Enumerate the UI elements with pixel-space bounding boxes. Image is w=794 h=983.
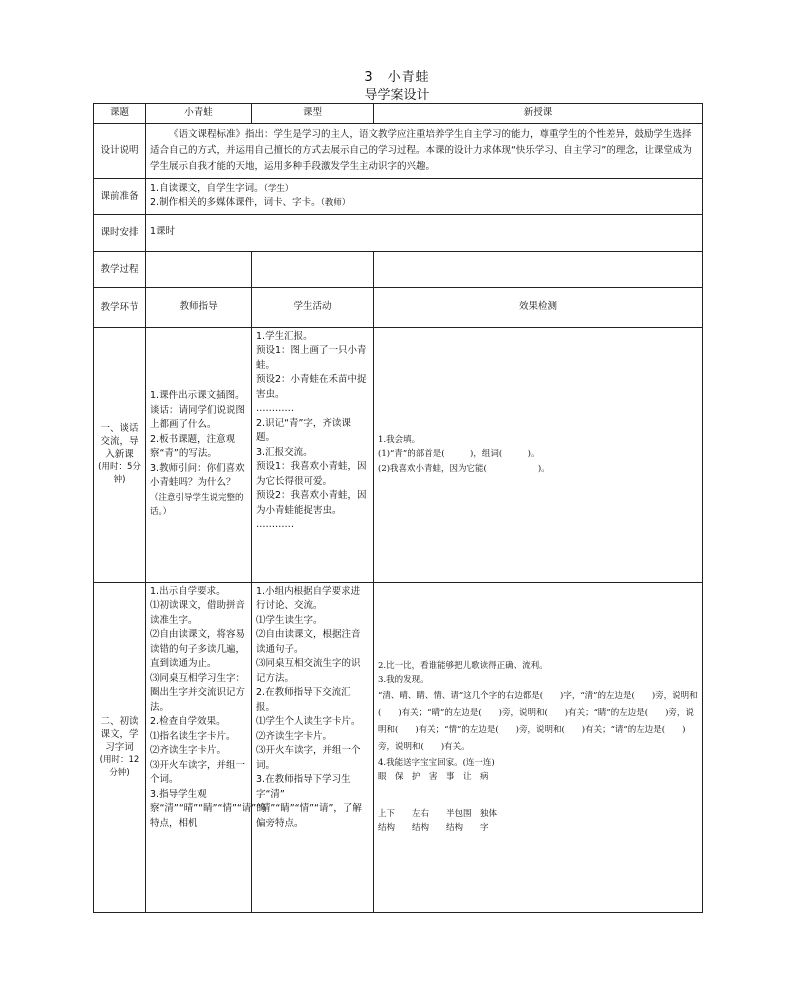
- s2-student-6: ⑴学生个人读生字卡片。: [256, 716, 361, 727]
- s2-teacher-5: 2.检查自学效果。: [150, 716, 226, 727]
- prep-line-1: 1.自读课文，自学生字词。: [150, 182, 264, 194]
- s2-check-3: “清、晴、睛、情、请”这几个字的右边都是( )字，“清”的左边是( )旁，说明和( )有关；“晴”的左边是( )旁，说明和( )有关；“睛”的左边是( )旁，说明和( )有关；“情”的左边是( )旁，说明和( )有关；“请”的左边是( )旁，说明和( )有关。: [378, 690, 698, 752]
- s2-student-9: 3.在教师指导下学习生字“清”: [256, 774, 351, 800]
- section-1-label-cell: [94, 327, 146, 582]
- time-value: 1课时: [146, 214, 703, 251]
- section-2-teacher: [146, 582, 266, 912]
- s2-teacher-3: ⑵自由读课文，将容易读错的句子多读几遍，直到读通为止。: [150, 629, 246, 669]
- prep-line-2: 2.制作相关的多媒体课件，词卡、字卡。: [150, 197, 321, 208]
- section-2-row: [94, 582, 703, 912]
- section-1-check: [374, 327, 703, 582]
- design-label: 设计说明: [94, 123, 146, 178]
- s2-teacher-1: 1.出示自学要求。: [150, 585, 226, 597]
- s1-student-1: 1.学生汇报。: [256, 330, 313, 342]
- s1-student-5: 2.识记“青”字，齐读课题。: [256, 417, 351, 443]
- time-row: [94, 214, 703, 251]
- s2-teacher-6: ⑴指名读生字卡片。: [150, 730, 236, 742]
- process-row: [94, 251, 703, 287]
- design-text: 《语文课程标准》指出：学生是学习的主人，语文教学应注重培养学生自主学习的能力，尊重学生的个性差异，鼓励学生选择适合自己的方式，并运用自己擅长的方式去展示自己的学习过程。本课的设计力求体现“快乐学习、自主学习”的理念，让课堂成为学生展示自我才能的天地，运用多种手段激发学生主动识字的兴趣。: [146, 123, 703, 178]
- section-1-row: [94, 327, 703, 582]
- s2-teacher-2: ⑴初读课文，借助拼音读准生字。: [150, 600, 246, 626]
- section-2-label-cell: [94, 582, 146, 912]
- s1-student-3: 预设2：小青蛙在禾苗中捉害虫。: [256, 374, 367, 400]
- section-1-time: (用时：5分钟): [98, 462, 141, 485]
- col-teacher: 教师指导: [146, 287, 252, 327]
- prep-content: [146, 178, 703, 214]
- section-2-student: [252, 582, 374, 912]
- prep-row: [94, 178, 703, 214]
- prep-line-1-note: （学生）: [263, 183, 294, 194]
- s1-student-6: 3.汇报交流。: [256, 446, 313, 458]
- s2-student-8: ⑶开火车读字，并组一个词。: [256, 745, 361, 771]
- prep-line-2-note: （教师）: [320, 198, 351, 208]
- col-check: 效果检测: [374, 287, 703, 327]
- topic-label: 课题: [94, 104, 146, 124]
- page-subtitle: 导学案设计: [364, 88, 430, 103]
- process-label: 教学过程: [94, 251, 146, 287]
- s2-structure-row-1: 上下 左右 半包围 独体: [378, 808, 498, 819]
- s1-student-4: …………: [256, 403, 294, 414]
- s2-check-2: 3.我的发现。: [378, 675, 429, 685]
- s1-teacher-2: 2.板书课题，注意观察“青”的写法。: [150, 433, 236, 460]
- lesson-type-value: 新授课: [374, 104, 703, 124]
- s1-student-2: 预设1：图上画了一只小青蛙。: [256, 345, 367, 371]
- s2-structure-row-2: 结构 结构 结构 字: [378, 823, 489, 833]
- col-student: 学生活动: [252, 287, 374, 327]
- s1-check-1: 1.我会填。: [378, 434, 421, 445]
- section-1-student: [252, 327, 374, 582]
- s2-check-1: 2.比一比，看谁能够把儿歌读得正确、流利。: [378, 660, 548, 671]
- header-row: [94, 104, 703, 124]
- s1-student-9: …………: [256, 519, 294, 530]
- section-1-label: 一、谈话交流，导入新课: [100, 423, 139, 460]
- s2-student-5: 2.在教师指导下交流汇报。: [256, 687, 351, 713]
- s1-student-7: 预设1：我喜欢小青蛙，因为它长得很可爱。: [256, 461, 367, 487]
- section-2-time: (用时：12分钟): [99, 754, 140, 778]
- topic-value: 小青蛙: [146, 104, 252, 124]
- prep-label: 课前准备: [94, 178, 146, 214]
- lesson-plan-table: [93, 103, 703, 913]
- s2-check-chars: 眼 保 护 害 事 让 病: [378, 772, 489, 782]
- s2-student-3: ⑵自由读课文，根据注音读通句子。: [256, 629, 361, 655]
- s2-student-1: 1.小组内根据自学要求进行讨论、交流。: [256, 585, 361, 611]
- section-2-label: 二、初读课文，学习字词: [100, 715, 139, 753]
- s1-check-2: (1)“青”的部首是( )，组词( )。: [378, 449, 540, 460]
- columns-row: [94, 287, 703, 327]
- s2-check-4: 4.我能送字宝宝回家。(连一连): [378, 757, 495, 768]
- s1-check-3: (2)我喜欢小青蛙，因为它能( )。: [378, 463, 550, 474]
- s1-student-8: 预设2：我喜欢小青蛙，因为小青蛙能捉害虫。: [256, 490, 367, 516]
- time-label: 课时安排: [94, 214, 146, 251]
- section-1-teacher: [146, 327, 252, 582]
- lesson-title: 3 小青蛙: [364, 70, 430, 85]
- s2-teacher-8: ⑶开火车读字，并组一个词。: [150, 759, 246, 785]
- s2-student-4: ⑶同桌互相交流生字的识记方法。: [256, 658, 361, 684]
- s2-student-7: ⑵齐读生字卡片。: [256, 730, 333, 742]
- section-2-check: [374, 582, 703, 912]
- lesson-type-label: 课型: [252, 104, 374, 124]
- s2-teacher-7: ⑵齐读生字卡片。: [150, 745, 227, 756]
- s1-teacher-1: 1.课件出示课文插图。谈话：请同学们说说图上都画了什么。: [150, 390, 246, 431]
- s2-teacher-9: 3.指导学生观察“清”“晴”“睛”“情”“请”的特点，相机: [150, 788, 266, 829]
- col-stage: 教学环节: [94, 287, 146, 327]
- s1-teacher-3: 3.教师引问：你们喜欢小青蛙吗？为什么？: [150, 462, 245, 489]
- s2-student-2: ⑴学生读生字。: [256, 614, 323, 626]
- s2-student-10: “晴”“睛”“情”“请”，了解偏旁特点。: [256, 803, 362, 829]
- s1-teacher-note: （注意引导学生说完整的话。）: [150, 492, 244, 518]
- s2-teacher-4: ⑶同桌互相学习生字：圈出生字并交流识记方法。: [150, 672, 246, 713]
- design-row: [94, 123, 703, 178]
